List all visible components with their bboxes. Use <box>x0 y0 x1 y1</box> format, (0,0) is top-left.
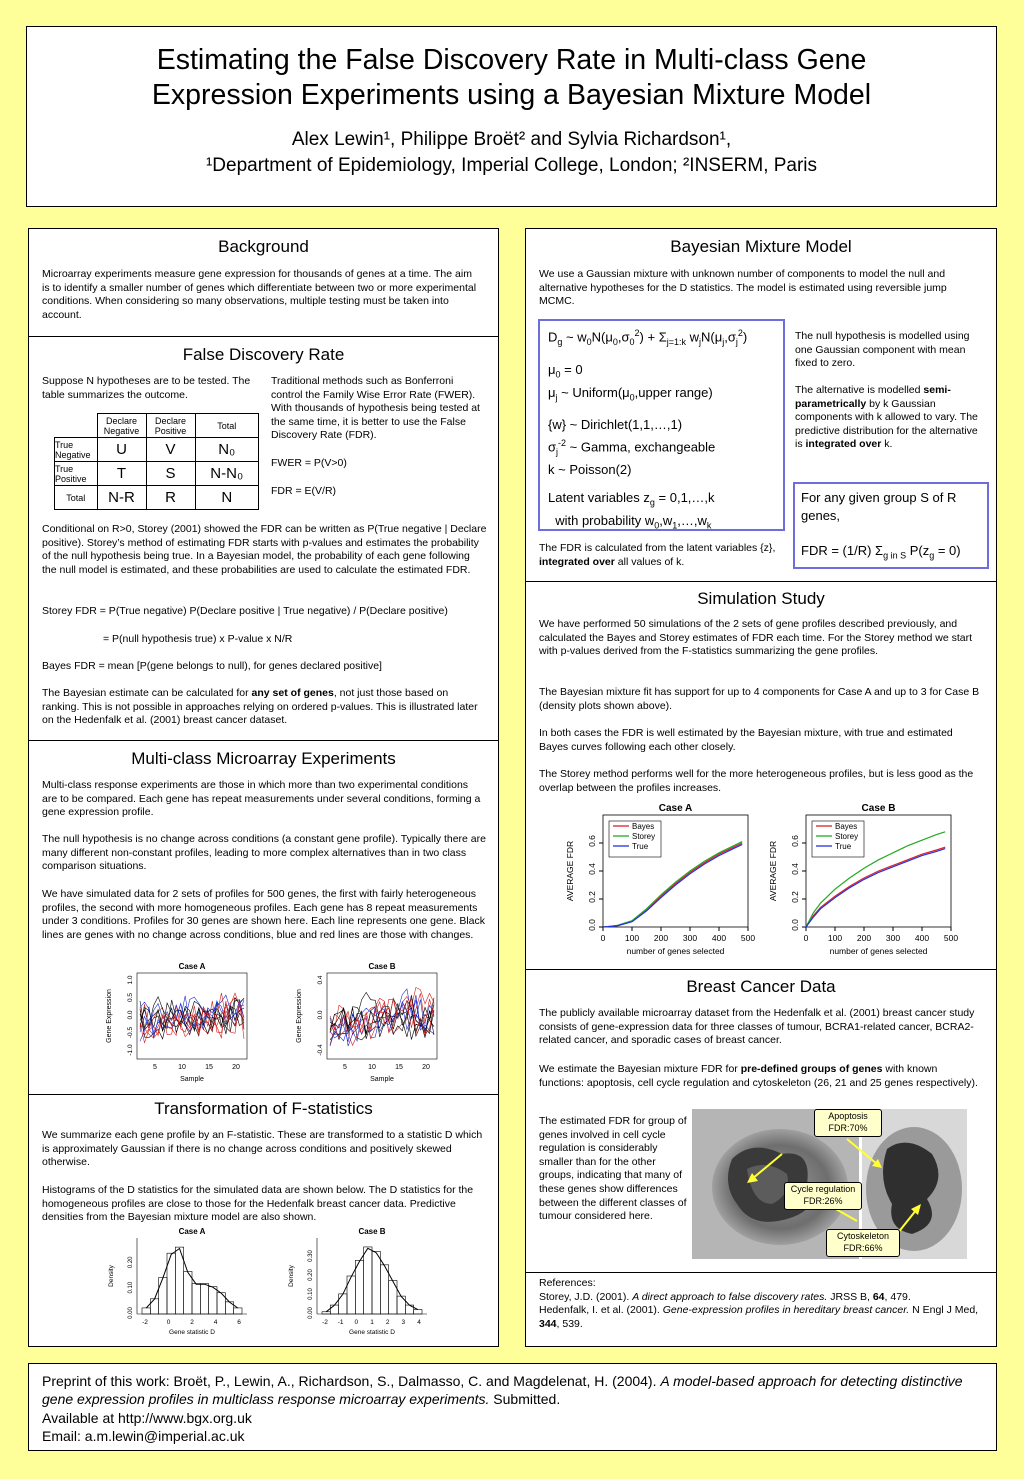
profile-plot-case-b <box>296 962 437 1083</box>
section-title: Simulation Study <box>697 589 825 608</box>
label-apoptosis: Apoptosis FDR:70% <box>814 1109 882 1137</box>
histogram-bar <box>322 1312 330 1314</box>
fdr-chart-case-b <box>768 803 958 956</box>
simulation-p1: We have performed 50 simulations of the 2 sets of gene profiles described previously, and calculated the Bayes and Storey estimates of FDR each time. For the Storey method we start with p-values derived from the F-statistics summarizing the gene profiles. <box>539 618 973 658</box>
x-tick-label: 3 <box>401 1319 406 1326</box>
x-axis-label: number of genes selected <box>829 946 928 956</box>
histogram-bar <box>192 1284 200 1314</box>
x-tick-label: 1 <box>370 1319 374 1326</box>
x-tick-label: 10 <box>368 1064 376 1071</box>
y-tick-label: 0.4 <box>587 863 597 875</box>
y-tick-label: 0.00 <box>308 1307 314 1319</box>
model-equations-box <box>538 319 785 531</box>
group-fdr-formula: FDR = (1/R) $\Sigma_{g in S}$ $P(z_g = 0)$ <box>801 543 961 561</box>
legend-label: True <box>835 842 852 851</box>
x-tick-label: 15 <box>205 1064 213 1071</box>
histogram-bar <box>159 1278 167 1314</box>
references: References: Storey, J.D. (2001). A direct approach to false discovery rates. JRSS B, 64, 479. Hedenfalk, I. et al. (2001). Gene-expression profiles in hereditary breast cancer. N Engl J Med, 344, 539. <box>539 1277 979 1330</box>
x-tick-label: -2 <box>322 1319 328 1326</box>
y-tick-label: -0.4 <box>317 1044 324 1056</box>
x-tick-label: 4 <box>417 1319 421 1326</box>
fdr-formula: FDR = E(V/R) <box>271 485 337 497</box>
plot-title: Case A <box>178 962 206 971</box>
fdr-chart-case-a <box>565 803 755 956</box>
x-tick-label: 100 <box>624 933 640 943</box>
section-title: Multi-class Microarray Experiments <box>131 749 396 768</box>
y-tick-label: 0.0 <box>790 919 800 931</box>
histogram-bar <box>364 1247 372 1314</box>
y-tick-label: 0.20 <box>308 1269 314 1281</box>
x-tick-label: 10 <box>178 1064 186 1071</box>
y-tick-label: 0.6 <box>587 835 597 847</box>
null-hypothesis-text: The null hypothesis is modelled using one Gaussian component with mean fixed to zero. <box>795 330 970 370</box>
footer-box <box>28 1363 997 1451</box>
breast-p2: We estimate the Bayesian mixture FDR for pre-defined groups of genes with known functions: apoptosis, cell cycle regulation and cytoskeleton (26, 21 and 25 genes respectively). <box>539 1063 978 1089</box>
x-tick-label: 5 <box>343 1064 347 1071</box>
y-tick-label: 0.0 <box>127 1010 134 1020</box>
right-column <box>525 228 997 1347</box>
y-tick-label: -0.5 <box>127 1026 134 1039</box>
x-tick-label: 0 <box>600 933 606 943</box>
profile-plot-case-a <box>106 962 247 1083</box>
x-tick-label: 20 <box>232 1064 240 1071</box>
bayes-formula: Bayes FDR = mean [P(gene belongs to null), for genes declared positive] <box>42 660 382 672</box>
fwer-formula: FWER = P(V>0) <box>271 457 347 469</box>
transform-p1: We summarize each gene profile by an F-statistic. These are transformed to a statistic D which is approximately Gaussian if there is no change across conditions and positively skewed otherwise. <box>42 1129 483 1169</box>
storey-formula-2: = P(null hypothesis true) x P-value x N/R <box>103 633 293 645</box>
histogram-case-b <box>288 1227 427 1336</box>
x-tick-label: 0 <box>354 1319 359 1326</box>
y-tick-label: 0.4 <box>317 975 324 985</box>
y-axis-label: Gene Expression <box>296 989 303 1043</box>
label-cycle-regulation: Cycle regulation FDR:26% <box>784 1182 862 1210</box>
y-tick-label: 0.0 <box>587 919 597 931</box>
multiclass-p2: The null hypothesis is no change across conditions (a constant gene profile). Typically there are many different non-constant profiles, leading to more complex alternatives than in two class comparison situations. <box>42 833 486 873</box>
model-equations: $D_g$ ~ $w_0N(\mu_0,\sigma_0^2) + \Sigma_{j=1:k}$ $w_jN(\mu_j,\sigma_j^2)$ $\mu_0 = 0$ $\mu_j$ ~ $Uniform(\mu_0,upper$ range) {w} ~ Dirichlet(1,1,…,1) $\sigma_j^{-2}$ ~ Gamma, exchangeable k ~ Poisson(2) Latent variables $z_g$ = 0,1,…,k with probability $w_0,w_1,\dots,w_k$ <box>548 328 748 531</box>
authors: Alex Lewin¹, Philippe Broët² and Sylvia Richardson¹, <box>291 129 732 150</box>
y-tick-label: 0.2 <box>587 891 597 903</box>
legend-label: Storey <box>632 832 656 841</box>
y-axis-label: Density <box>288 1265 295 1287</box>
y-axis-label: AVERAGE FDR <box>565 840 575 902</box>
x-tick-label: 500 <box>740 933 756 943</box>
histogram-bar <box>339 1294 347 1314</box>
y-axis-label: Density <box>108 1265 115 1287</box>
y-tick-label: 0.2 <box>790 891 800 903</box>
breast-p1: The publicly available microarray dataset from the Hedenfalk et al. (2001) breast cancer study consists of gene-expression data for three classes of tumour, BCRA1-related cancer, BCRA2-related cancer, and sporadic cases of breast cancer. <box>539 1007 975 1047</box>
breast-side-text: The estimated FDR for group of genes involved in cell cycle regulation is considerably smaller than for the other groups, indicating that many of these genes show differences between the different classes of tumour considered here. <box>539 1115 687 1223</box>
x-tick-label: 20 <box>422 1064 430 1071</box>
plot-title: Case B <box>368 962 396 971</box>
left-column <box>28 228 499 1347</box>
x-tick-label: 300 <box>885 933 901 943</box>
email-link[interactable]: Email: a.m.lewin@imperial.ac.uk <box>42 1428 245 1444</box>
x-tick-label: 2 <box>190 1319 194 1326</box>
x-axis-label: Gene statistic D <box>349 1329 395 1336</box>
background-section <box>29 237 498 257</box>
background-text: Microarray experiments measure gene expression for thousands of genes at a time. The aim is to identify a smaller number of genes which differentiate between two or more experimental conditions. When considering so many observations, multiple testing must be taken into account. <box>42 268 477 321</box>
chart-title: Case A <box>658 803 693 814</box>
plot-title: Case B <box>358 1227 386 1236</box>
bayesian-intro: We use a Gaussian mixture with unknown number of components to model the null and alternative hypotheses for the D statistics. The model is estimated using reversible jump MCMC. <box>539 268 947 308</box>
legend-label: Storey <box>835 832 859 841</box>
histogram-bar <box>414 1310 422 1314</box>
fdr-intro: Suppose N hypotheses are to be tested. The table summarizes the outcome. <box>42 375 251 401</box>
x-tick-label: 500 <box>943 933 959 943</box>
y-axis-label: Gene Expression <box>106 989 113 1043</box>
storey-formula-1: Storey FDR = P(True negative) P(Declare positive | True negative) / P(Declare positive) <box>42 605 448 617</box>
x-tick-label: 5 <box>153 1064 157 1071</box>
y-tick-label: 0.0 <box>317 1010 324 1020</box>
x-tick-label: -1 <box>337 1319 344 1326</box>
chart-title: Case B <box>861 803 896 814</box>
plot-title: Case A <box>178 1227 206 1236</box>
x-tick-label: -2 <box>142 1319 148 1326</box>
y-tick-label: 0.6 <box>790 835 800 847</box>
x-tick-label: 100 <box>827 933 843 943</box>
x-tick-label: 0 <box>166 1319 171 1326</box>
section-title: Breast Cancer Data <box>686 977 836 996</box>
histogram-bar <box>200 1284 208 1314</box>
fdr-latent-text: The FDR is calculated from the latent variables {z}, integrated over all values of k. <box>539 542 776 568</box>
affiliations: ¹Department of Epidemiology, Imperial College, London; ²INSERM, Paris <box>205 155 818 176</box>
histogram-bar <box>372 1251 380 1314</box>
x-tick-label: 15 <box>395 1064 403 1071</box>
fdr-p1: Conditional on R>0, Storey (2001) showed the FDR can be written as P(True negative | Declare positive). Storey’s method of estimating FDR starts with p-values and estimates the probability of the null hypothesis being true. In a Bayesian model, the probability of each gene following the null model is estimated, and these probabilities are used to calculate the estimated FDR. <box>42 523 487 576</box>
density-histograms <box>99 1224 439 1342</box>
y-tick-label: 0.30 <box>308 1250 314 1262</box>
simulation-p2: The Bayesian mixture fit has support for up to 4 components for Case A and up to 3 for Case B (density plots shown above). <box>539 686 980 712</box>
y-tick-label: 0.10 <box>308 1288 314 1300</box>
title-box <box>26 26 997 207</box>
histogram-bar <box>347 1276 355 1314</box>
y-tick-label: 0.10 <box>128 1281 134 1294</box>
series-line-true <box>806 849 945 927</box>
outcome-table: Declare Negative Declare Positive Total True Negative U V N₀ True Positive T S N-N₀ Total N-R R N <box>54 413 259 510</box>
y-tick-label: 1.0 <box>127 975 134 985</box>
website-link[interactable]: Available at http://www.bgx.org.uk <box>42 1410 252 1426</box>
x-tick-label: 200 <box>856 933 872 943</box>
multiclass-p1: Multi-class response experiments are those in which more than two experimental conditions are to be compared. Each gene has repeat measurements under several conditions, forming a gene expression profile. <box>42 779 481 819</box>
section-title: False Discovery Rate <box>182 345 345 364</box>
simulation-p3: In both cases the FDR is well estimated by the Bayesian mixture, with true and estimated Bayes curves following each other closely. <box>539 727 953 753</box>
y-axis-label: AVERAGE FDR <box>768 840 778 902</box>
histogram-bar <box>330 1305 338 1314</box>
y-tick-label: 0.5 <box>127 992 134 1003</box>
x-axis-label: number of genes selected <box>626 946 725 956</box>
histogram-bar <box>234 1308 242 1314</box>
x-axis-label: Gene statistic D <box>169 1329 215 1336</box>
transform-p2: Histograms of the D statistics for the simulated data are shown below. The D statistics for the homogeneous profiles are close to those for the Hedenfalk breast cancer data. Predictive densities from the Bayesian mixture model are also shown. <box>42 1184 474 1224</box>
fdr-traditional: Traditional methods such as Bonferroni control the Family Wise Error Rate (FWER). With thousands of hypothesis being tested at the same time, it is better to use the False Discovery Rate (FDR). <box>271 375 480 442</box>
histogram-bar <box>184 1271 192 1314</box>
x-tick-label: 4 <box>213 1319 218 1326</box>
x-tick-label: 400 <box>914 933 930 943</box>
section-title: Background <box>218 237 309 256</box>
histogram-case-a <box>108 1227 247 1336</box>
histogram-bar <box>209 1287 217 1314</box>
x-axis-label: Sample <box>180 1076 204 1083</box>
poster-title: Estimating the False Discovery Rate in Multi-class Gene Expression Experiments using a Bayesian Mixture Model <box>151 44 872 111</box>
y-tick-label: 0.4 <box>790 863 800 875</box>
x-tick-label: 400 <box>711 933 727 943</box>
group-fdr-box <box>793 482 989 569</box>
legend-label: True <box>632 842 649 851</box>
preprint-citation: Preprint of this work: Broët, P., Lewin, A., Richardson, S., Dalmasso, C. and Magdelenat, H. (2004). A model-based approach for detecting distinctive gene expression profiles in multiclass response microarray experiments. Submitted. <box>42 1373 963 1407</box>
y-tick-label: 0.20 <box>128 1256 134 1269</box>
y-tick-label: -1.0 <box>127 1044 134 1056</box>
profile-plots <box>99 959 439 1089</box>
y-tick-label: 0.00 <box>128 1307 134 1319</box>
histogram-bar <box>150 1299 158 1314</box>
series-line-bayes <box>806 847 945 927</box>
section-title: Transformation of F-statistics <box>154 1099 373 1118</box>
multiclass-p3: We have simulated data for 2 sets of profiles for 500 genes, the first with fairly heterogeneous profiles, the second with more homogeneous profiles. Each gene has 8 repeat measurements under 3 conditions. Profiles for 30 genes are shown here. Each line represents one gene. Black lines are genes with no change across conditions, blue and red lines are those with changes. <box>42 888 486 941</box>
section-title: Bayesian Mixture Model <box>670 237 852 256</box>
x-tick-label: 300 <box>682 933 698 943</box>
x-axis-label: Sample <box>370 1076 394 1083</box>
fdr-p2: The Bayesian estimate can be calculated for any set of genes, not just those based on ranking. This is not possible in approaches relying on ordered p-values. This is illustrated later on the Hedenfalk et al. (2001) breast cancer dataset. <box>42 687 478 727</box>
label-cytoskeleton: Cytoskeleton FDR:66% <box>826 1229 900 1257</box>
x-tick-label: 0 <box>803 933 809 943</box>
x-tick-label: 6 <box>237 1319 241 1326</box>
alternative-text: The alternative is modelled semi-parametrically by k Gaussian components with k allowed to vary. The predictive distribution for the alternative is integrated over k. <box>795 384 978 451</box>
histogram-bar <box>355 1260 363 1314</box>
legend-label: Bayes <box>632 822 655 831</box>
simulation-p4: The Storey method performs well for the more heterogeneous profiles, but is less good as the overlap between the profiles increases. <box>539 768 974 794</box>
group-fdr-text: For any given group S of R genes, <box>801 490 957 523</box>
x-tick-label: 200 <box>653 933 669 943</box>
fdr-curves <box>561 801 971 966</box>
histogram-bar <box>142 1308 150 1314</box>
x-tick-label: 2 <box>385 1319 390 1326</box>
legend-label: Bayes <box>835 822 858 831</box>
